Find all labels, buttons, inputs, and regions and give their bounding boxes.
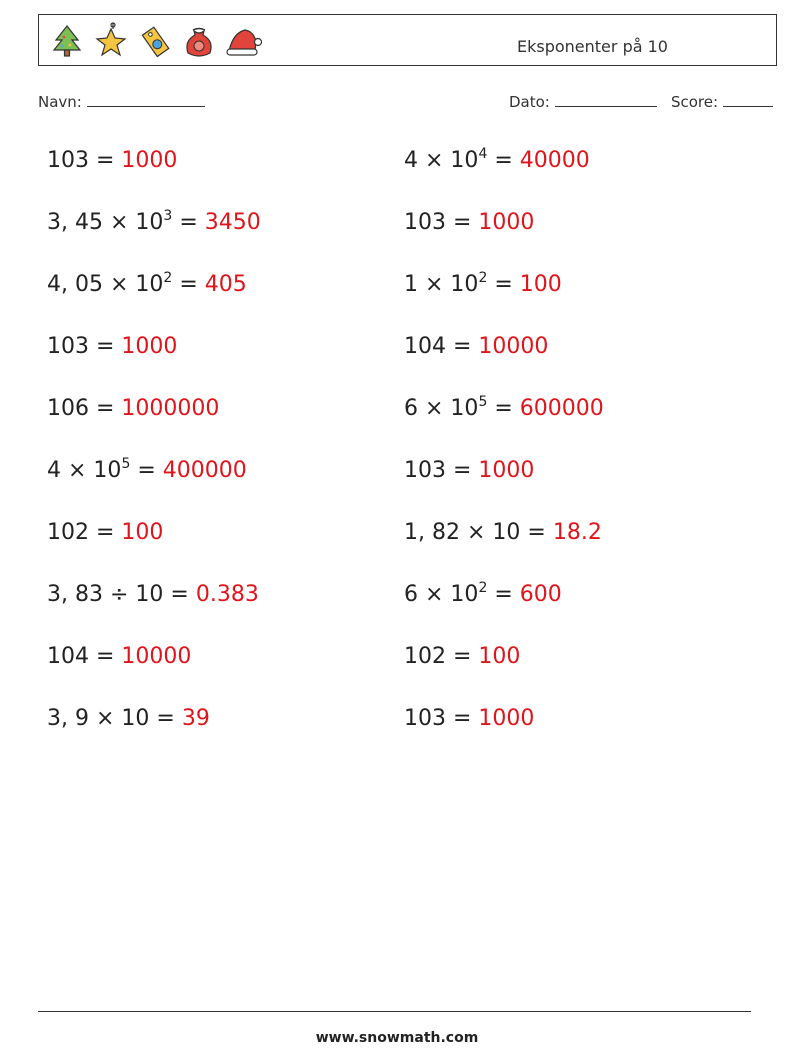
problem-item — [47, 458, 247, 483]
problem-operator: × — [109, 272, 129, 297]
problem-base: 10 — [47, 644, 75, 669]
problem-item — [404, 210, 534, 235]
problem-equals: = — [149, 706, 182, 731]
problem-exponent: 2 — [478, 270, 488, 286]
problem-operator: 4 — [432, 334, 446, 359]
problem-base: 3, 45 — [47, 210, 110, 235]
problem-item — [404, 272, 562, 297]
problem-base: 6 — [404, 396, 425, 421]
date-score-field — [509, 93, 773, 111]
problem-power-base: 10 — [443, 582, 479, 607]
problem-operator: 2 — [75, 520, 89, 545]
problem-equals: = — [446, 706, 479, 731]
problem-operator: 3 — [432, 706, 446, 731]
problem-base: 3, 83 — [47, 582, 110, 607]
problem-base: 3, 9 — [47, 706, 96, 731]
score-line — [723, 105, 773, 107]
problem-answer: 1000000 — [121, 396, 220, 421]
problem-item — [47, 396, 219, 421]
problem-item — [47, 582, 259, 607]
problem-answer: 100 — [121, 520, 164, 545]
problem-item — [47, 334, 177, 359]
problem-item — [404, 644, 520, 669]
problem-item — [47, 272, 247, 297]
problem-item — [47, 148, 177, 173]
problem-operator: 6 — [75, 396, 89, 421]
problem-equals: = — [89, 644, 122, 669]
problem-answer: 1000 — [121, 148, 178, 173]
problem-power-base: 10 — [443, 148, 479, 173]
problem-base: 4 — [47, 458, 68, 483]
problem-answer: 10000 — [478, 334, 549, 359]
problem-operator: × — [109, 210, 129, 235]
problem-answer: 405 — [204, 272, 247, 297]
problem-answer: 1000 — [121, 334, 178, 359]
problem-answer: 100 — [478, 644, 521, 669]
problem-equals: = — [487, 272, 520, 297]
problem-operator: × — [68, 458, 87, 483]
problem-base: 4, 05 — [47, 272, 110, 297]
problem-operator: 3 — [432, 210, 446, 235]
date-line — [555, 105, 657, 107]
problem-operator: 3 — [75, 148, 89, 173]
problem-operator: 3 — [75, 334, 89, 359]
problem-base: 10 — [404, 706, 432, 731]
problem-base: 10 — [47, 396, 75, 421]
problem-equals: = — [89, 148, 122, 173]
problem-base: 6 — [404, 582, 425, 607]
problem-equals: = — [520, 520, 553, 545]
problem-item — [404, 458, 534, 483]
problem-operator: ÷ — [109, 582, 129, 607]
problem-power-base: 10 — [128, 272, 164, 297]
footer-url: www.snowmath.com — [315, 1030, 479, 1046]
problem-power-base: 10 — [443, 272, 479, 297]
problem-base: 10 — [404, 334, 432, 359]
gift-tag-icon — [135, 21, 175, 61]
problem-power-base: 10 — [128, 210, 164, 235]
name-line — [87, 105, 205, 107]
problem-answer: 1000 — [478, 458, 535, 483]
problem-power-base: 10 — [443, 396, 479, 421]
problem-answer: 0.383 — [195, 582, 259, 607]
problem-base: 1, 82 — [404, 520, 467, 545]
problem-item — [404, 148, 590, 173]
problem-answer: 400000 — [162, 458, 247, 483]
santa-hat-icon — [223, 21, 263, 61]
problem-operator: × — [425, 396, 444, 421]
problem-operator: × — [425, 582, 444, 607]
problem-equals: = — [487, 582, 520, 607]
problem-power-base: 10 — [485, 520, 521, 545]
problem-power-base: 10 — [86, 458, 122, 483]
problem-exponent: 2 — [478, 580, 488, 596]
header-icons — [47, 21, 263, 61]
problem-base: 10 — [47, 148, 75, 173]
name-label: Navn: — [38, 93, 82, 111]
problem-answer: 600000 — [519, 396, 604, 421]
problem-answer: 40000 — [519, 148, 590, 173]
name-field — [38, 93, 205, 111]
problem-equals: = — [89, 396, 122, 421]
problem-base: 10 — [404, 458, 432, 483]
problem-answer: 100 — [519, 272, 562, 297]
problem-equals: = — [446, 210, 479, 235]
problem-equals: = — [487, 148, 520, 173]
problem-item — [404, 520, 602, 545]
problem-equals: = — [89, 520, 122, 545]
problem-item — [404, 582, 562, 607]
problem-base: 4 — [404, 148, 425, 173]
star-ornament-icon — [91, 21, 131, 61]
problem-equals: = — [172, 210, 205, 235]
footer-rule — [38, 1011, 751, 1012]
problem-answer: 600 — [519, 582, 562, 607]
problem-base: 10 — [47, 520, 75, 545]
problem-exponent: 3 — [163, 208, 173, 224]
problem-exponent: 5 — [121, 456, 131, 472]
problem-item — [47, 520, 163, 545]
problem-exponent: 4 — [478, 146, 488, 162]
problem-item — [404, 396, 604, 421]
problem-base: 10 — [404, 644, 432, 669]
problem-equals: = — [163, 582, 196, 607]
problem-item — [404, 334, 548, 359]
problem-answer: 39 — [181, 706, 210, 731]
problem-exponent: 2 — [163, 270, 173, 286]
problem-equals: = — [487, 396, 520, 421]
problem-answer: 10000 — [121, 644, 192, 669]
problem-equals: = — [446, 644, 479, 669]
problem-equals: = — [446, 458, 479, 483]
problem-operator: 3 — [432, 458, 446, 483]
problem-answer: 1000 — [478, 706, 535, 731]
problem-power-base: 10 — [128, 582, 164, 607]
worksheet-header — [38, 14, 777, 66]
problem-operator: × — [95, 706, 115, 731]
problem-operator: 2 — [432, 644, 446, 669]
problem-operator: × — [425, 148, 444, 173]
problem-item — [47, 644, 191, 669]
problem-equals: = — [446, 334, 479, 359]
problem-exponent: 5 — [478, 394, 488, 410]
date-label: Dato: — [509, 93, 550, 111]
worksheet-title: Eksponenter på 10 — [517, 37, 668, 56]
problem-item — [47, 210, 261, 235]
christmas-tree-icon — [47, 21, 87, 61]
problem-operator: × — [425, 272, 444, 297]
problem-power-base: 10 — [114, 706, 150, 731]
problem-answer: 18.2 — [552, 520, 602, 545]
problem-answer: 1000 — [478, 210, 535, 235]
problem-equals: = — [130, 458, 163, 483]
problem-operator: 4 — [75, 644, 89, 669]
problem-equals: = — [172, 272, 205, 297]
problem-base: 10 — [404, 210, 432, 235]
problem-item — [404, 706, 534, 731]
problem-equals: = — [89, 334, 122, 359]
problem-answer: 3450 — [204, 210, 261, 235]
problem-base: 1 — [404, 272, 425, 297]
problem-base: 10 — [47, 334, 75, 359]
problem-item — [47, 706, 210, 731]
score-label: Score: — [670, 93, 719, 111]
santa-sack-icon — [179, 21, 219, 61]
problem-operator: × — [466, 520, 486, 545]
